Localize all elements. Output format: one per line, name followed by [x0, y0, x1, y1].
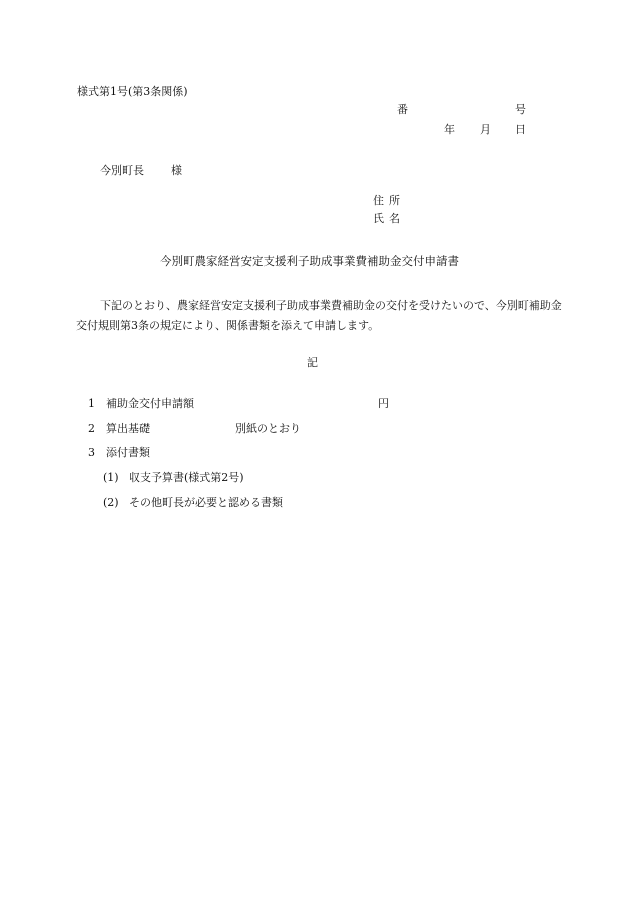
name-label: 氏名 [373, 212, 405, 225]
item-label: 添付書類 [106, 446, 150, 459]
item-value: 円 [378, 397, 389, 410]
attachment-label: 収支予算書(様式第2号) [129, 471, 244, 484]
date-month-label: 月 [480, 123, 491, 136]
item-number: 3 [88, 446, 95, 459]
document-title: 今別町農家経営安定支援利子助成事業費補助金交付申請書 [160, 254, 459, 268]
item-label: 算出基礎 [106, 422, 150, 435]
body-paragraph: 下記のとおり、農家経営安定支援利子助成事業費補助金の交付を受けたいので、今別町補助金交付規則第3条の規定により、関係書類を添えて申請します。 [76, 299, 562, 332]
addressee-honorific: 様 [171, 164, 182, 177]
attachment-label: その他町長が必要と認める書類 [129, 496, 283, 509]
item-number: 1 [88, 397, 95, 410]
date-day-label: 日 [515, 123, 526, 136]
date-year-label: 年 [444, 123, 455, 136]
addressee-name: 今別町長 [100, 164, 144, 177]
ki-heading: 記 [307, 356, 318, 369]
item-label: 補助金交付申請額 [106, 397, 194, 410]
number-go-label: 号 [515, 103, 526, 116]
number-ban-label: 番 [397, 103, 408, 116]
address-label: 住所 [373, 194, 405, 207]
form-id: 様式第1号(第3条関係) [77, 85, 188, 98]
item-number: 2 [88, 422, 95, 435]
attachment-number: (1) [103, 471, 119, 484]
item-value: 別紙のとおり [235, 422, 301, 435]
attachment-number: (2) [103, 496, 119, 509]
